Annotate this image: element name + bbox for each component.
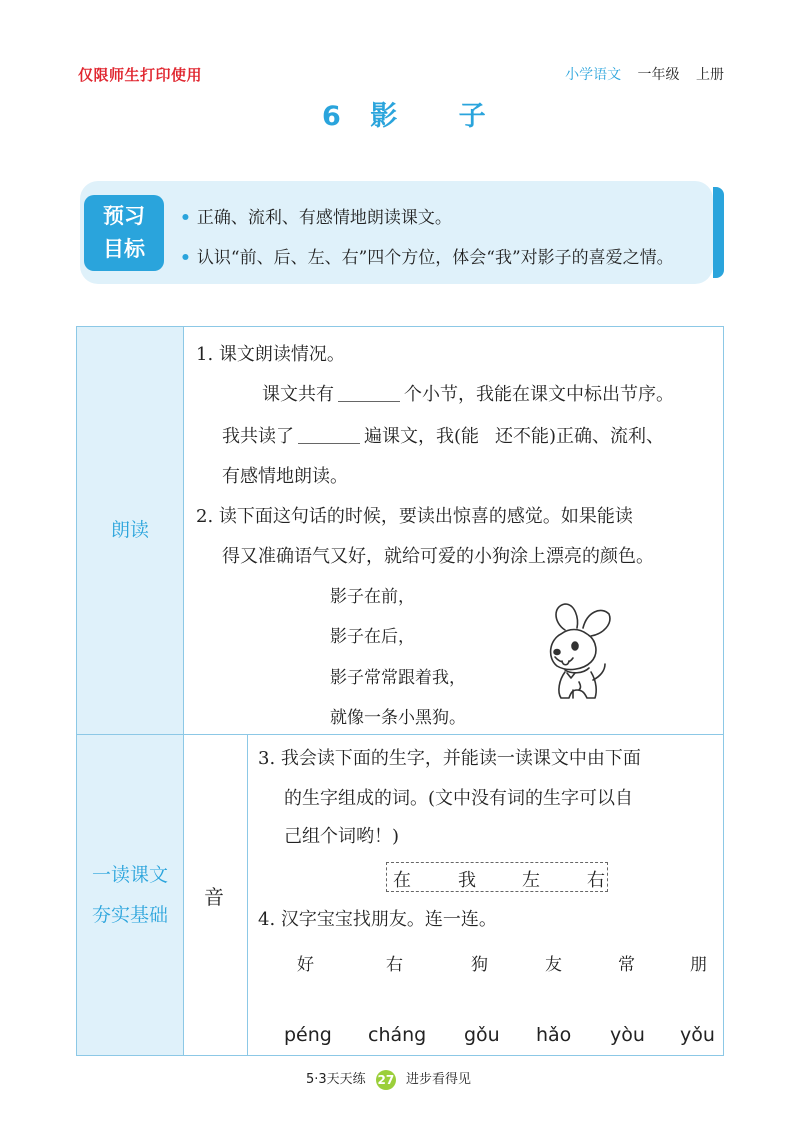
match-pinyin[interactable]: yòu xyxy=(610,1024,645,1046)
grade-label: 一年级 xyxy=(637,67,680,83)
lesson-title-char-2: 子 xyxy=(458,101,486,132)
section-label-reading: 朗读 xyxy=(110,519,149,541)
series-brand: 5·3天天练 xyxy=(306,1072,366,1087)
lesson-title-char-1: 影 xyxy=(370,101,398,132)
section-label-basics-line2: 夯实基础 xyxy=(91,904,168,926)
section-label-basics-line1: 一读课文 xyxy=(91,864,168,886)
poem-line: 影子在前， xyxy=(330,587,415,607)
subject-label: 小学语文 xyxy=(565,67,622,83)
q1-text: 个小节，我能在课文中标出节序。 xyxy=(404,384,674,405)
lesson-title xyxy=(322,94,538,133)
section-count-blank[interactable] xyxy=(338,383,400,402)
poem-line: 影子在后， xyxy=(330,627,415,647)
question-2-line-2: 得又准确语气又好，就给可爱的小狗涂上漂亮的颜色。 xyxy=(222,546,654,567)
read-count-blank[interactable] xyxy=(298,425,360,444)
new-character: 右 xyxy=(587,870,605,891)
sub-label-sound: 音 xyxy=(204,885,224,909)
match-character[interactable]: 右 xyxy=(386,955,403,975)
badge-line-2: 目标 xyxy=(103,237,145,261)
match-character[interactable]: 常 xyxy=(618,955,635,975)
question-1-line-1 xyxy=(262,380,674,406)
book-info xyxy=(565,64,724,84)
match-pinyin[interactable]: hǎo xyxy=(536,1024,572,1046)
question-1-line-3: 有感情地朗读。 xyxy=(222,466,348,487)
poem-line: 就像一条小黑狗。 xyxy=(330,708,466,728)
preview-goals-panel xyxy=(80,181,713,284)
bullet-icon: • xyxy=(180,248,191,268)
column-divider xyxy=(183,327,184,1055)
poem-line: 影子常常跟着我， xyxy=(330,668,466,688)
q1-text: 课文共有 xyxy=(262,384,334,405)
goal-text: 认识“前、后、左、右”四个方位，体会“我”对影子的喜爱之情。 xyxy=(196,248,674,268)
question-3-line-2: 的生字组成的词。(文中没有词的生字可以自 xyxy=(284,788,634,809)
q1-text: 还不能)正确、流利、 xyxy=(495,426,665,447)
match-character[interactable]: 朋 xyxy=(690,955,707,975)
goal-item xyxy=(180,203,452,228)
bullet-icon: • xyxy=(180,208,191,228)
row-divider xyxy=(77,734,723,735)
match-pinyin[interactable]: gǒu xyxy=(464,1024,500,1046)
page-footer xyxy=(306,1068,471,1090)
new-character: 左 xyxy=(522,870,540,891)
badge-line-1: 预习 xyxy=(103,204,145,228)
page-number: 27 xyxy=(376,1070,396,1090)
question-1-title: 1. 课文朗读情况。 xyxy=(196,344,345,365)
question-2-line-1: 2. 读下面这句话的时候，要读出惊喜的感觉。如果能读 xyxy=(196,506,633,527)
question-1-line-2 xyxy=(222,422,664,448)
sub-column-divider xyxy=(247,735,248,1055)
panel-accent-stripe xyxy=(713,187,724,278)
lesson-number: 6 xyxy=(322,101,341,132)
match-pinyin[interactable]: yǒu xyxy=(680,1024,715,1046)
footer-slogan: 进步看得见 xyxy=(405,1072,471,1087)
question-3-line-1: 3. 我会读下面的生字，并能读一读课文中由下面 xyxy=(258,748,641,769)
new-character: 在 xyxy=(393,870,411,891)
goal-text: 正确、流利、有感情地朗读课文。 xyxy=(196,208,452,228)
question-4-title: 4. 汉字宝宝找朋友。连一连。 xyxy=(258,909,497,930)
puppy-drawing[interactable] xyxy=(535,600,615,705)
new-character: 我 xyxy=(458,870,476,891)
match-character[interactable]: 友 xyxy=(545,955,562,975)
match-character[interactable]: 狗 xyxy=(471,955,488,975)
match-character[interactable]: 好 xyxy=(297,955,314,975)
match-pinyin[interactable]: péng xyxy=(284,1024,332,1046)
q1-text: 我共读了 xyxy=(222,426,294,447)
goal-item xyxy=(180,243,674,268)
question-3-line-3: 己组个词哟！) xyxy=(284,826,400,847)
preview-goals-badge xyxy=(84,195,164,271)
volume-label: 上册 xyxy=(696,67,724,83)
character-box xyxy=(386,862,608,892)
match-pinyin[interactable]: cháng xyxy=(368,1024,427,1046)
print-notice: 仅限师生打印使用 xyxy=(78,66,203,84)
q1-text: 遍课文，我(能 xyxy=(364,426,480,447)
